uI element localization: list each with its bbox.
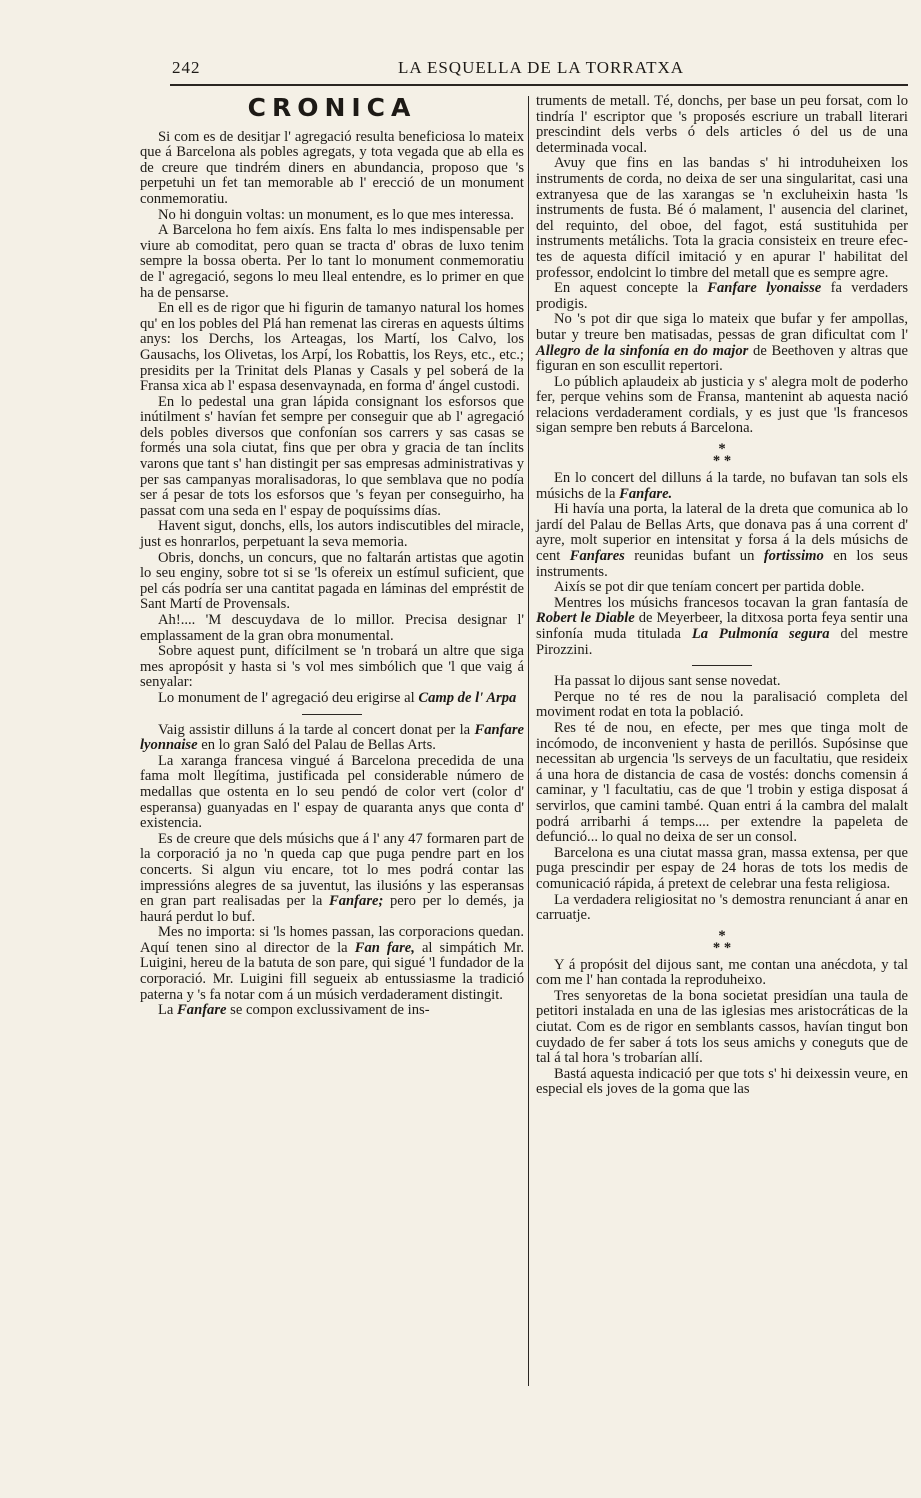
paragraph: Tres senyoretas de la bona societat presidían una taula de petitori instalada en una de las iglesias mes aristocráticas de la ciutat. Com es de rigor en semblants cassos, havían tingut bon cuydado de fer saber á tots los seus amichs y coneguts que de tal á tal hora 's trobarían allí.	[536, 987, 908, 1067]
italic-run: Fanfare.	[619, 485, 673, 502]
text-run: Mes no importa: si 'ls homes passan, las corporacions quedan. Aquí tenen sino al director de la	[140, 924, 524, 956]
paragraph: Avuy que fins en las bandas s' hi introduheixen los instruments de corda, no deixa de ser una singularitat, casi una extranyesa que de las xarangas se 'n excluheixin hasta 'ls instruments de fusta. Bé ó malament, l' ausencia del clarinet, del requinto, del oboe, del fagot, está sustituhida per instruments metálichs. Tota la gracia consisteix en treure efectes de aquesta difícil imitació y en apurar l' habilitat del professor, endolcint lo timbre del metall que es sempre agre.	[536, 155, 908, 281]
paragraph: Sobre aquest punt, difícilment se 'n trobará un altre que siga mes apropósit y hasta si 's vol mes simbólich que 'l que vaig á senyalar:	[140, 643, 524, 691]
italic-run: Fan fare,	[354, 939, 415, 956]
paragraph: Barcelona es una ciutat massa gran, massa extensa, per que puga prescindir per espay de 24 horas de tots los medis de comunicació rápida, á pretext de celebrar una festa religiosa.	[536, 844, 908, 892]
paragraph: Si com es de desitjar l' agregació resulta beneficiosa lo mateix que á Barcelona als pobles agregats, y tota vegada que ab ella es de creure que tindrém diners en abundancia, proposo que 's perpetuhi un fet tan memorable ab l' erecció de un monument conmemoratiu.	[140, 128, 524, 207]
paragraph: En lo pedestal una gran lápida consignant los esforsos que inútilment s' havían fet sempre per conseguir que ab l' agregació dels pobles diversos que confonían sos carrers y sas casas se formés una sola ciutat, fins que per obra y gracia de tan ínclits varons que tant s' han distingit per sas empresas administrativas y per sas campanyas moralisadoras, lo que semblava que no podía ser á pesar de tots los esforsos que 's feyan per conseguirho, ha passat com una seda en l' espay de poquíssims días.	[140, 393, 524, 519]
paragraph: Aixís se pot dir que teníam concert per partida doble.	[554, 579, 865, 596]
right-column	[536, 94, 908, 1098]
paragraph: Lo públich aplaudeix ab justicia y s' alegra molt de poderho fer, perque vehins som de Fransa, mantenint ab aquesta nació relacions verdaderament cordials, y es just que 'ls francesos sigan sempre ben rebuts á Barcelona.	[536, 373, 908, 437]
paragraph	[140, 832, 524, 926]
paragraph	[140, 1003, 524, 1019]
italic-run: Fanfares	[569, 548, 625, 565]
italic-run: Fanfare	[177, 1002, 227, 1019]
paragraph: Perque no té res de nou la paralisació completa del moviment rodat en tota la població.	[536, 688, 908, 721]
italic-run: Fanfare;	[329, 893, 384, 910]
text-run: pero per lo demés, ja haurá perdut lo buf.	[140, 893, 524, 925]
paragraph	[536, 471, 908, 502]
paragraph: Ah!.... 'M descuydava de lo millor. Precisa designar l' emplassament de la gran obra monumental.	[140, 612, 524, 644]
text-run: del mestre Pirozzini.	[536, 626, 908, 658]
page-header	[170, 58, 910, 84]
section-asterism	[536, 927, 908, 956]
paragraph: Obris, donchs, un concurs, que no faltarán artistas que agotin lo seu enginy, sobre tot si se 'ls ofereix un estímul suficient, que pel cás podría ser una cantitat pagada en láminas del empréstit de Sant Martí de Provensals.	[140, 549, 524, 613]
text-run: Hi havía una porta, la lateral de la dreta que comunica ab lo jardí del Palau de Bellas Arts, que donava pas á una corrent d' ayre, molt superior en intensitat y forsa á la dels músichs de cent	[536, 501, 908, 565]
paragraph: Y á propósit del dijous sant, me contan una anécdota, y tal com me l' han contada la reproduheixo.	[536, 956, 908, 989]
text-run: Mentres los músichs francesos tocavan la gran fantasía de	[554, 594, 908, 611]
italic-run: Allegro de la sinfonía en do major	[536, 342, 749, 359]
section-asterism	[536, 441, 908, 470]
column-divider	[528, 96, 529, 1386]
paragraph	[140, 925, 524, 1003]
italic-run: Fanfare lyonnaise	[140, 721, 524, 754]
paragraph: La verdadera religiositat no 's demostra renunciant á anar en carruatje.	[536, 891, 908, 924]
section-rule	[302, 714, 362, 715]
header-rule	[170, 84, 908, 86]
paragraph: Havent sigut, donchs, ells, los autors indiscutibles del miracle, just es honrarlos, perpetuant la seva memoria.	[140, 518, 524, 551]
running-title: LA ESQUELLA DE LA TORRATXA	[398, 58, 685, 77]
text-run: Lo monument de l' agregació deu erigirse al	[158, 689, 419, 706]
text-run: al simpátich Mr. Luigini, hereu de la batuta de son pare, qui sigué 'l fundador de la corporació. Mr. Luigini fill segueix ab entussiasme la tradició paterna y 's fa notar com á un músich verdaderament distingit.	[140, 939, 525, 1003]
italic-run: Fanfare lyonaisse	[707, 280, 822, 297]
left-column	[140, 94, 524, 1019]
text-run: Vaig assistir dilluns á la tarde al concert donat per la	[158, 721, 475, 738]
page-number: 242	[172, 58, 201, 77]
text-run: La	[158, 1002, 178, 1019]
paragraph	[536, 596, 908, 658]
text-run: Es de creure que dels músichs que á l' any 47 formaren part de la corporació ja no 'n queda cap que puga pendre part en los concerts. Si algun viu encare, tot lo mes podrá contar las impressións alegres de sa juventut, las ilusións y las esperansas en gran part realisadas per la	[140, 830, 524, 910]
paragraph	[536, 312, 908, 374]
paragraph	[536, 281, 908, 312]
asterism-bottom: * *	[712, 939, 732, 956]
paragraph	[140, 723, 524, 754]
paragraph: truments de metall. Té, donchs, per base un peu forsat, com lo tindría l' escriptor que 's proposés escriure un traball literari prescindint dels verbs ó dels articles ó del us de una determinada vocal.	[536, 93, 908, 156]
paragraph: Bastá aquesta indicació per que tots s' hi deixessin veure, en especial els joves de la goma que las	[536, 1065, 908, 1098]
paragraph	[140, 691, 524, 707]
text-run: fa verdaders prodigis.	[536, 280, 908, 312]
italic-run: fortissimo	[763, 548, 824, 565]
paragraph: A Barcelona ho fem aixís. Ens falta lo mes indispensable per viure ab comoditat, pero quan se tracta d' obras de luxo tenim sempre la bossa oberta. Per lo tant lo monument conmemoratiu de l' agregació, segons lo meu lleal entendre, es lo primer en que ha de pensarse.	[140, 222, 524, 301]
text-run: En lo concert del dilluns á la tarde, no bufavan tan sols els músichs de la	[536, 470, 908, 502]
section-rule	[692, 665, 752, 666]
text-run: de Meyerbeer, la ditxosa porta feya sentir una sinfonía muda titulada	[536, 610, 908, 642]
paragraph: Ha passat lo dijous sant sense novedat.	[554, 673, 781, 690]
italic-run: La Pulmonía segura	[691, 626, 830, 642]
text-run: en los seus instruments.	[536, 548, 908, 580]
paragraph: La xaranga francesa vingué á Barcelona precedida de una fama molt llegítima, justificada pel considerable número de medallas que ostenta en lo seu pendó de color vert (color d' esperansa) guanyadas en l' espay de quaranta anys que conta d' existencia.	[140, 752, 524, 832]
paragraph: En ell es de rigor que hi figurin de tamanyo natural los homes qu' en los pobles del Plá han remenat las cireras en aquests últims anys: los Derchs, los Arteagas, los Martí, los Calvo, los Gausachs, los Olivetas, los Arpí, los Robattis, los Reys, etc., etc.; presidits per la Trinitat dels Planas y Casals y pel soberá de la Fransa xica ab l' espasa desenvaynada, en forma d' ángel custodi.	[140, 300, 524, 395]
italic-run: Robert le Diable	[536, 610, 635, 627]
paragraph	[536, 502, 908, 580]
text-run: se compon exclussivament de ins-	[226, 1002, 430, 1019]
text-run: No 's pot dir que siga lo mateix que bufar y fer ampollas, butar y treure ben matisadas, pessas de gran dificultat com l'	[536, 311, 908, 343]
paragraph: No hi donguin voltas: un monument, es lo que mes interessa.	[158, 206, 514, 223]
text-run: reunidas bufant un	[624, 548, 764, 565]
asterism-bottom: * *	[712, 453, 732, 470]
text-run: de Beethoven y altras que figuran en son escullit repertori.	[536, 342, 908, 375]
italic-run: Camp de l' Arpa	[418, 689, 517, 706]
asterism-top: *	[718, 441, 726, 458]
asterism-top: *	[718, 927, 726, 944]
text-run: En aquest concepte la	[554, 280, 708, 297]
text-run: en lo gran Saló del Palau de Bellas Arts.	[197, 737, 436, 754]
article-title: CRONICA	[247, 93, 417, 122]
paragraph: Res té de nou, en efecte, per mes que tinga molt de incómodo, de inconvenient y hasta de perillós. Supósinse que necessitan ab urgencia 'ls serveys de un facultatiu, que resideix á una hora de distancia de casa de vostés: donchs comensin á caminar, y 'l facultatiu, cas de que 'l trobin y estiga disposat á servirlos, que camini també. Quan entri á la cambra del malalt podrá arribarhi á temps.... per extendre la papeleta de defunció... lo qual no deixa de ser un consol.	[536, 719, 908, 846]
